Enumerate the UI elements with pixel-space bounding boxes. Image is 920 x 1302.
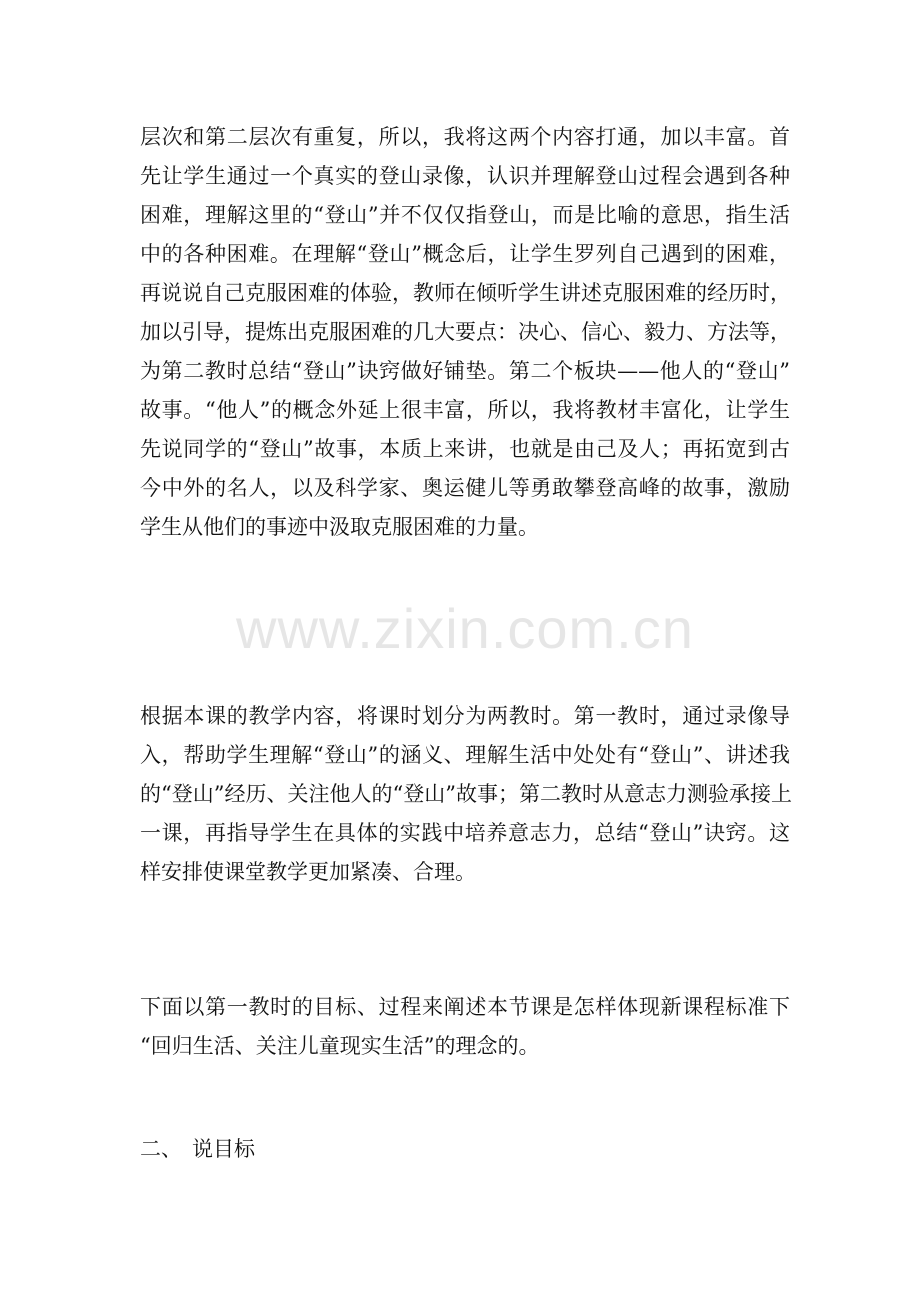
paragraph-line: 先让学生通过一个真实的登山录像，认识并理解登山过程会遇到各种 — [140, 164, 790, 188]
paragraph-line: 根据本课的教学内容，将课时划分为两教时。第一教时，通过录像导 — [140, 704, 790, 728]
section-title: 说目标 — [192, 1137, 255, 1161]
paragraph-line: 今中外的名人，以及科学家、奥运健儿等勇敢攀登高峰的故事，激励 — [140, 476, 790, 500]
paragraph-line: 加以引导，提炼出克服困难的几大要点：决心、信心、毅力、方法等， — [140, 320, 791, 344]
paragraph-3 — [140, 988, 790, 1066]
paragraph-line: 再说说自己克服困难的体验，教师在倾听学生讲述克服困难的经历时， — [140, 281, 791, 305]
paragraph-line: 先说同学的“登山”故事，本质上来讲，也就是由己及人；再拓宽到古 — [140, 437, 790, 461]
paragraph-line: 的“登山”经历、关注他人的“登山”故事；第二教时从意志力测验承接上 — [140, 782, 792, 806]
paragraph-line: 层次和第二层次有重复，所以，我将这两个内容打通，加以丰富。首 — [140, 125, 790, 149]
watermark: www.zixin.com.cn — [236, 597, 694, 660]
paragraph-line: 故事。“他人”的概念外延上很丰富，所以，我将教材丰富化，让学生 — [140, 398, 790, 422]
paragraph-line: 样安排使课堂教学更加紧凑、合理。 — [140, 860, 476, 884]
paragraph-line: “回归生活、关注儿童现实生活”的理念的。 — [140, 1034, 540, 1058]
section-number: 二、 — [140, 1137, 182, 1161]
paragraph-line: 入，帮助学生理解“登山”的涵义、理解生活中处处有“登山”、讲述我 — [140, 743, 790, 767]
paragraph-line: 下面以第一教时的目标、过程来阐述本节课是怎样体现新课程标准下 — [140, 995, 790, 1019]
section-heading — [140, 1130, 255, 1169]
paragraph-line: 学生从他们的事迹中汲取克服困难的力量。 — [140, 515, 539, 539]
paragraph-line: 为第二教时总结“登山”诀窍做好铺垫。第二个板块——他人的“登山” — [140, 359, 790, 383]
paragraph-line: 中的各种困难。在理解“登山”概念后，让学生罗列自己遇到的困难， — [140, 242, 790, 266]
paragraph-2 — [140, 697, 790, 892]
paragraph-line: 困难，理解这里的“登山”并不仅仅指登山，而是比喻的意思，指生活 — [140, 203, 790, 227]
paragraph-line: 一课，再指导学生在具体的实践中培养意志力，总结“登山”诀窍。这 — [140, 821, 790, 845]
paragraph-1 — [140, 118, 790, 547]
